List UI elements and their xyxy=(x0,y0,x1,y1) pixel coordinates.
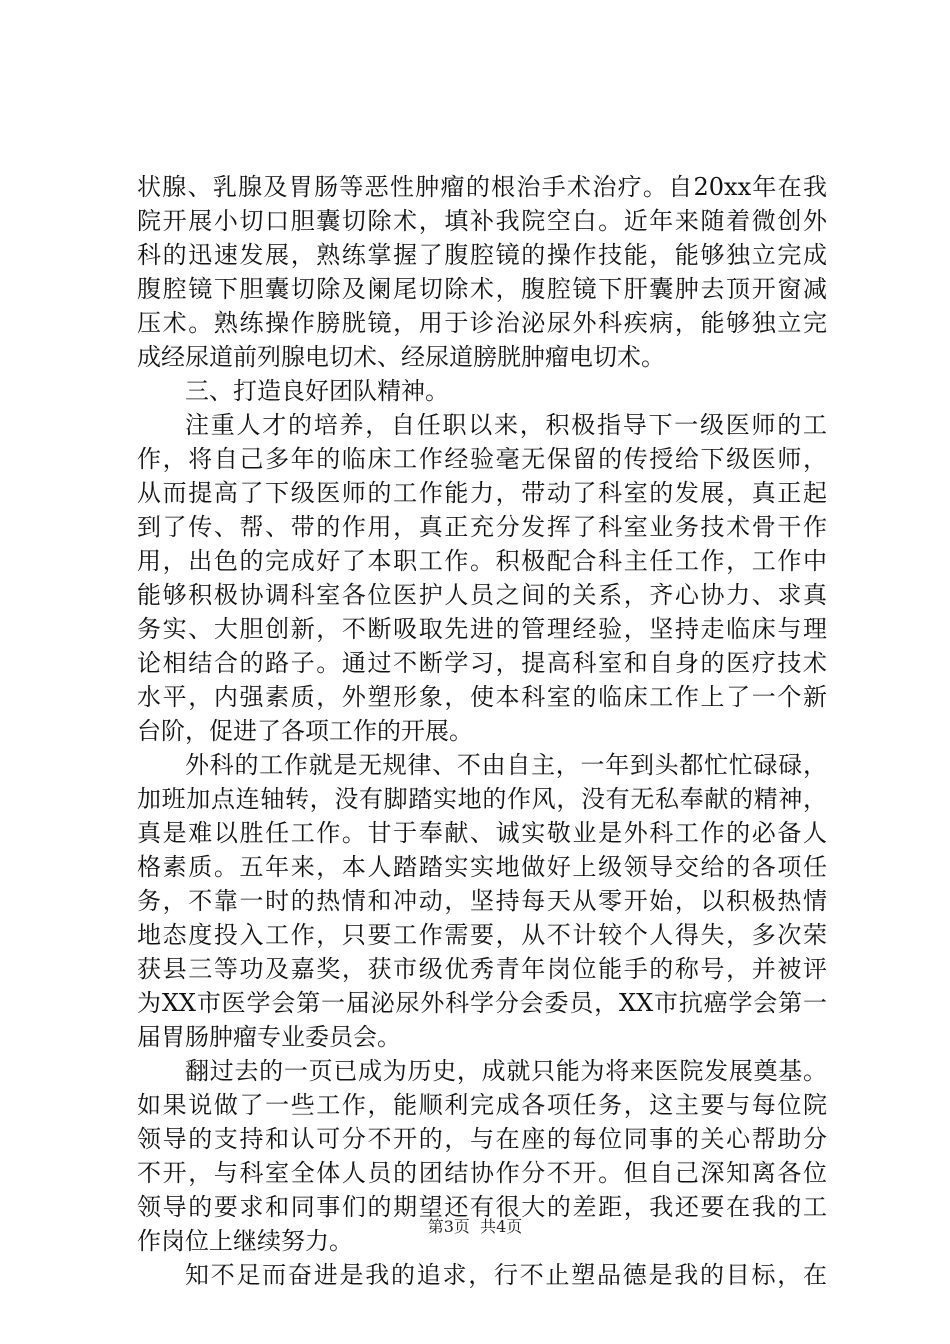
text-line: 加班加点连轴转，没有脚踏实地的作风，没有无私奉献的精神， xyxy=(137,785,827,813)
page-footer xyxy=(0,1215,950,1239)
text-line: 水平，内强素质，外塑形象，使本科室的临床工作上了一个新 xyxy=(137,683,827,711)
text-line: 翻过去的一页已成为历史，成就只能为将来医院发展奠基。 xyxy=(185,1057,827,1085)
text-line: 科的迅速发展，熟练掌握了腹腔镜的操作技能，能够独立完成 xyxy=(137,241,827,269)
text-line: 外科的工作就是无规律、不由自主，一年到头都忙忙碌碌， xyxy=(185,751,827,779)
text-line: 地态度投入工作，只要工作需要，从不计较个人得失，多次荣 xyxy=(137,921,827,949)
text-line: 状腺、乳腺及胃肠等恶性肿瘤的根治手术治疗。自20xx年在我 xyxy=(137,173,827,201)
text-line: 领导的要求和同事们的期望还有很大的差距，我还要在我的工 xyxy=(137,1193,827,1221)
text-line: 能够积极协调科室各位医护人员之间的关系，齐心协力、求真 xyxy=(137,581,827,609)
text-line: 知不足而奋进是我的追求，行不止塑品德是我的目标，在 xyxy=(185,1261,827,1289)
text-line: 从而提高了下级医师的工作能力，带动了科室的发展，真正起 xyxy=(137,479,827,507)
text-line: 腹腔镜下胆囊切除及阑尾切除术，腹腔镜下肝囊肿去顶开窗减 xyxy=(137,275,827,303)
page-number-label: 第3页 共4页 xyxy=(427,1217,523,1236)
text-line: 到了传、帮、带的作用，真正充分发挥了科室业务技术骨干作 xyxy=(137,513,827,541)
text-line: 务实、大胆创新，不断吸取先进的管理经验，坚持走临床与理 xyxy=(137,615,827,643)
text-line: 获县三等功及嘉奖，获市级优秀青年岗位能手的称号，并被评 xyxy=(137,955,827,983)
text-line: 台阶，促进了各项工作的开展。 xyxy=(137,717,473,745)
text-line: 届胃肠肿瘤专业委员会。 xyxy=(137,1023,401,1051)
text-line: 三、打造良好团队精神。 xyxy=(185,377,449,405)
text-line: 作，将自己多年的临床工作经验毫无保留的传授给下级医师， xyxy=(137,445,827,473)
text-line: 用，出色的完成好了本职工作。积极配合科主任工作，工作中 xyxy=(137,547,827,575)
text-line: 院开展小切口胆囊切除术，填补我院空白。近年来随着微创外 xyxy=(137,207,827,235)
text-line: 成经尿道前列腺电切术、经尿道膀胱肿瘤电切术。 xyxy=(137,343,665,371)
text-line: 论相结合的路子。通过不断学习，提高科室和自身的医疗技术 xyxy=(137,649,827,677)
text-line: 注重人才的培养，自任职以来，积极指导下一级医师的工 xyxy=(185,411,827,439)
text-line: 为XX市医学会第一届泌尿外科学分会委员，XX市抗癌学会第一 xyxy=(137,989,827,1017)
text-line: 格素质。五年来，本人踏踏实实地做好上级领导交给的各项任 xyxy=(137,853,827,881)
text-line: 压术。熟练操作膀胱镜，用于诊治泌尿外科疾病，能够独立完 xyxy=(137,309,827,337)
text-line: 务，不靠一时的热情和冲动，坚持每天从零开始，以积极热情 xyxy=(137,887,827,915)
text-line: 真是难以胜任工作。甘于奉献、诚实敬业是外科工作的必备人 xyxy=(137,819,827,847)
text-line: 领导的支持和认可分不开的，与在座的每位同事的关心帮助分 xyxy=(137,1125,827,1153)
text-line: 如果说做了一些工作，能顺利完成各项任务，这主要与每位院 xyxy=(137,1091,827,1119)
text-line: 作岗位上继续努力。 xyxy=(137,1227,353,1255)
text-line: 不开，与科室全体人员的团结协作分不开。但自己深知离各位 xyxy=(137,1159,827,1187)
